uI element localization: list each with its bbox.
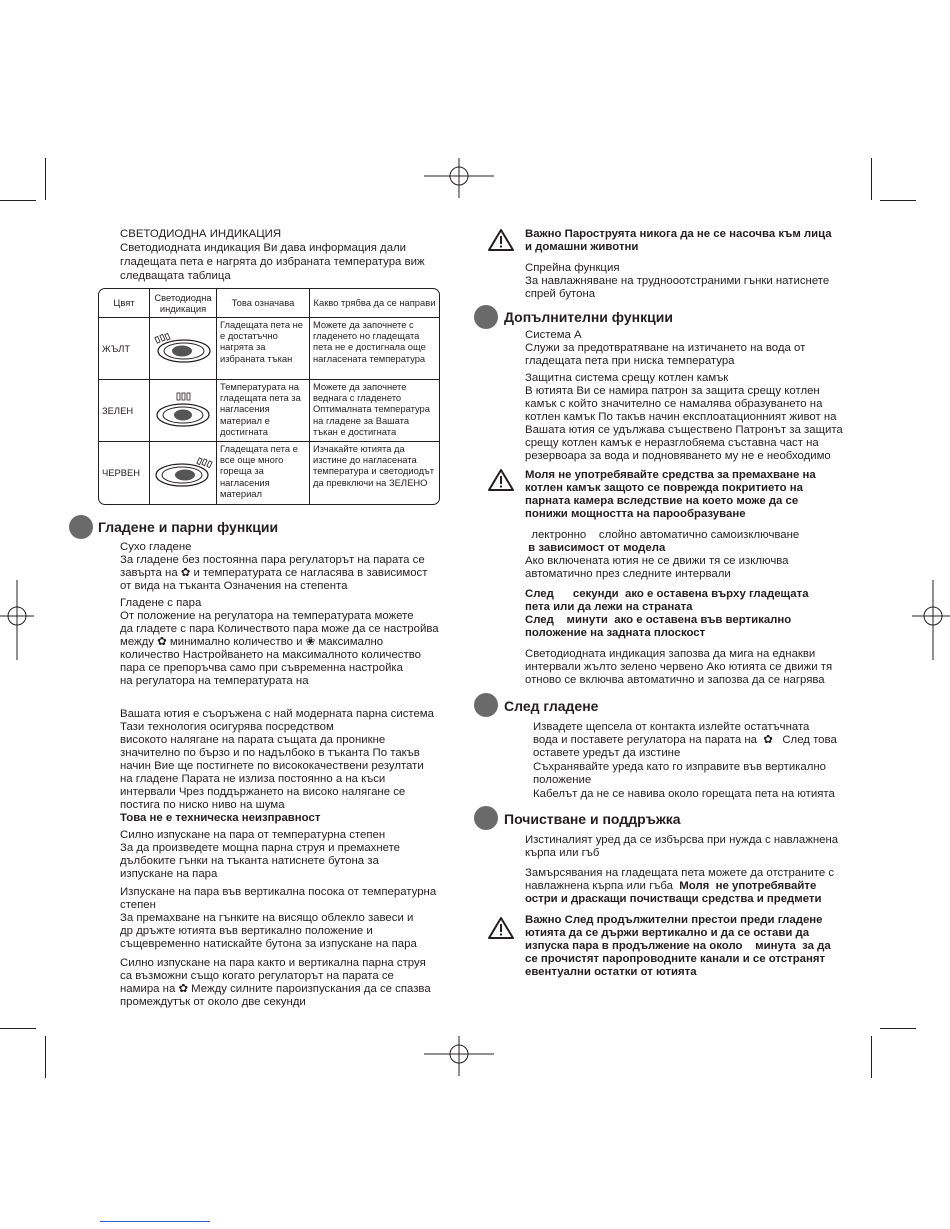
color-cell: ЧЕРВЕН xyxy=(99,442,150,504)
text-line: резервоара за вода и подновяването му не е необходимо xyxy=(525,450,831,462)
text-line: Кабелът да не се навива около горещата пета на ютията xyxy=(533,788,835,800)
action-cell: Можете да започнете веднага с гладенето Оптималната температура на гладене за Вашата тъкан е достигната xyxy=(310,380,439,442)
text-line: интервали Чрез поддържането на високо налягане се xyxy=(120,786,406,798)
text-line: същевременно натискайте бутона за изпускане на пара xyxy=(120,938,417,950)
text-line: кърпа или гъб xyxy=(525,847,600,859)
warning-text: котлен камък защото се поврежда покритието на xyxy=(525,482,803,494)
text-line: За премахване на гънките на висящо облекло завеси и xyxy=(120,912,414,924)
led-intro-line: гладещата пета е нагрята до избраната температура виж xyxy=(120,256,425,268)
text-line: Служи за предотвратяване на изтичането на вода от xyxy=(525,342,806,354)
column-header: Светодиодна индикация xyxy=(150,289,217,318)
text-line: Защитна система срещу котлен камък xyxy=(525,372,729,384)
text-line: между ✿ минимално количество и ❀ максимално xyxy=(120,636,384,648)
led-yellow-icon xyxy=(152,333,214,365)
text-line: Светодиодната индикация запозва да мига на еднакви xyxy=(525,648,816,660)
bold-note: След секунди ако е оставена върху гладещата xyxy=(525,588,809,600)
column-header: Това означава xyxy=(217,289,310,318)
text-line: изпускане на пара xyxy=(120,868,218,880)
bold-note: Това не е техническа неизправност xyxy=(120,812,321,824)
text-line: начин Вие ще постигнете по висококачествени резултати xyxy=(120,760,424,772)
text-line xyxy=(525,880,816,894)
text-line: Извадете щепсела от контакта излейте остатъчната xyxy=(533,721,810,733)
bold-note: пета или да лежи на страната xyxy=(525,601,693,613)
text-line: Изпускане на пара във вертикална посока от температурна xyxy=(120,886,437,898)
text-line: спрей бутона xyxy=(525,288,596,300)
led-table xyxy=(98,288,440,505)
text-line: от вида на тъканта Означения на степента xyxy=(120,580,348,592)
indicator-cell xyxy=(150,442,217,504)
warning-icon xyxy=(488,916,514,940)
text-line: значително по бързо и по надълбоко в тъканта По такъв xyxy=(120,747,420,759)
bold-note: положение на задната плоскост xyxy=(525,627,706,639)
text-line: срещу котлен камък е неразглобяема съставна част на xyxy=(525,437,819,449)
text-line: Силно изпускане на пара от температурна степен xyxy=(120,829,386,841)
registration-mark-bottom xyxy=(424,1036,494,1076)
text-line: на гладене Парата не излиза постоянно а на къси xyxy=(120,773,386,785)
text-line: Изстиналият уред да се избърсва при нужда с навлажнена xyxy=(525,834,839,846)
text-line: камък с който значително се намалява образуването на xyxy=(525,398,823,410)
section-bullet-icon xyxy=(69,515,93,539)
registration-mark-top xyxy=(424,158,494,198)
text-line: лектронно слойно автоматично самоизключване xyxy=(525,529,800,541)
text-line: са възможни също когато регулаторът на парата се xyxy=(120,970,394,982)
text-line: оставете уредът да изстине xyxy=(533,747,681,759)
text-line: Спрейна функция xyxy=(525,262,620,274)
bold-note: остри и драскащи почистващи средства и предмети xyxy=(525,893,822,905)
table-row xyxy=(99,318,439,380)
section-title-extra: Допълнителни функции xyxy=(504,309,673,325)
text-line: гладещата пета при ниска температура xyxy=(525,355,735,367)
led-green-icon xyxy=(152,392,214,430)
bold-note: в зависимост от модела xyxy=(525,542,666,554)
warning-text: ютията да се държи вертикално и да се остави да xyxy=(525,927,810,939)
text-line: да гладете с пара Количеството пара може да се настройва xyxy=(120,623,439,635)
text-line: Ако включената ютия не се движи тя се изключва xyxy=(525,555,789,567)
section-title-ironing: Гладене и парни функции xyxy=(98,519,279,535)
indicator-cell xyxy=(150,318,217,380)
column-header: Цвят xyxy=(99,289,150,318)
text-line: положение xyxy=(533,774,592,786)
text-line: автоматично през следните интервали xyxy=(525,568,731,580)
section-title-care: Почистване и поддръжка xyxy=(504,811,681,827)
text-line: др дръжте ютията във вертикално положение и xyxy=(120,925,373,937)
text-line: Система A xyxy=(525,329,582,341)
warning-text: Моля не употребявайте средства за премахване на xyxy=(525,469,816,481)
action-cell: Можете да започнете с гладенето но гладещата пета не е достигнала още нагласената температура xyxy=(310,318,439,380)
text-line: промеждутък от около две секунди xyxy=(120,996,306,1008)
text-line: котлен камък По такъв начин експлоатационният живот на xyxy=(525,411,837,423)
warning-icon xyxy=(488,468,514,492)
text-line: количество Настройването на максималното количество xyxy=(120,649,421,661)
table-row xyxy=(99,380,439,442)
color-cell: ЗЕЛЕН xyxy=(99,380,150,442)
warning-text: Важно Пароструята никога да не се насочва към лица xyxy=(525,228,832,240)
text-line: От положение на регулатора на температурата можете xyxy=(120,610,414,622)
care-bold-text: Моля не употребявайте xyxy=(679,880,817,892)
text-line: Съхранявайте уреда като го изправите във вертикално xyxy=(533,761,827,773)
registration-mark-right xyxy=(912,580,950,660)
color-cell: ЖЪЛТ xyxy=(99,318,150,380)
text-line: на регулатора на температурата на xyxy=(120,675,309,687)
text-line: Замърсявания на гладещата пета можете да отстраните с xyxy=(525,867,835,879)
column-header: Какво трябва да се направи xyxy=(310,289,439,318)
text-line: Вашата ютия е съоръжена с най модерната парна система xyxy=(120,708,434,720)
led-intro-line: Светодиодната индикация Ви дава информация дали xyxy=(120,242,407,254)
warning-text: парната камера вследствие на което може да се xyxy=(525,495,799,507)
text-line: Вашата ютия се удължава съществено Патронът за защита xyxy=(525,424,843,436)
text-line: дълбоките гънки на тъканта натиснете бутона за xyxy=(120,855,379,867)
text-line: пара се препоръчва само при съвременна настройка xyxy=(120,662,403,674)
section-bullet-icon xyxy=(474,693,498,717)
registration-mark-left xyxy=(0,580,34,660)
indicator-cell xyxy=(150,380,217,442)
warning-text: и домашни животни xyxy=(525,241,639,253)
text-line: степен xyxy=(120,899,156,911)
warning-text: изпуска пара в продължение на около минута за да xyxy=(525,940,831,952)
table-row xyxy=(99,442,439,504)
bold-note: След минути ако е оставена във вертикално xyxy=(525,614,792,626)
section-bullet-icon xyxy=(474,305,498,329)
led-red-icon xyxy=(152,457,214,489)
text-line: постига по ниско ниво на шума xyxy=(120,799,285,811)
meaning-cell: Гладещата пета е все още много гореща за нагласения материал xyxy=(217,442,310,504)
care-plain-text: навлажнена кърпа или гъба xyxy=(525,880,680,892)
steam-title: Гладене с пара xyxy=(120,597,202,609)
dry-title: Сухо гладене xyxy=(120,541,192,553)
text-line: високото налягане на парата същата да проникне xyxy=(120,734,386,746)
section-title-after: След гладене xyxy=(504,698,599,714)
warning-icon xyxy=(488,228,514,252)
text-line: В ютията Ви се намира патрон за защита срещу котлен xyxy=(525,385,820,397)
led-heading: СВЕТОДИОДНА ИНДИКАЦИЯ xyxy=(120,228,282,240)
text-line: вода и поставете регулатора на парата на ✿ След това xyxy=(533,734,837,746)
text-line: За гладене без постоянна пара регулаторът на парата се xyxy=(120,554,425,566)
led-intro-line: следващата таблица xyxy=(120,270,231,282)
action-cell: Изчакайте ютията да изстине до нагласената температура и светодиодът да превключи на ЗЕЛЕНО xyxy=(313,443,435,488)
section-bullet-icon xyxy=(474,806,498,830)
text-line: За да произведете мощна парна струя и премахнете xyxy=(120,842,401,854)
meaning-cell: Гладещата пета не е достатъчно нагрята за избраната тъкан xyxy=(217,318,310,380)
text-line: завърта на ✿ и температурата се нагласява в зависимост xyxy=(120,567,428,579)
led-table-header xyxy=(99,289,439,318)
text-line: Тази технология осигурява посредством xyxy=(120,721,334,733)
text-line: За навлажняване на труднооотстраними гънки натиснете xyxy=(525,275,830,287)
warning-text: евентуални остатки от ютията xyxy=(525,966,697,978)
warning-text: Важно След продължителни престои преди гладене xyxy=(525,914,823,926)
text-line: отново се включва автоматично и запозва да се нагрява xyxy=(525,674,825,686)
text-line: намира на ✿ Между силните пароизпускания да се спазва xyxy=(120,983,431,995)
warning-text: се прочистят паропроводните канали и се отстранят xyxy=(525,953,826,965)
text-line: Силно изпускане на пара както и вертикална парна струя xyxy=(120,957,426,969)
warning-text: понижи мощността на парообразуване xyxy=(525,508,746,520)
meaning-cell: Температурата на гладещата пета за нагласения материал е достигната xyxy=(217,380,310,442)
text-line: интервали жълто зелено червено Ако ютията се движи тя xyxy=(525,661,833,673)
